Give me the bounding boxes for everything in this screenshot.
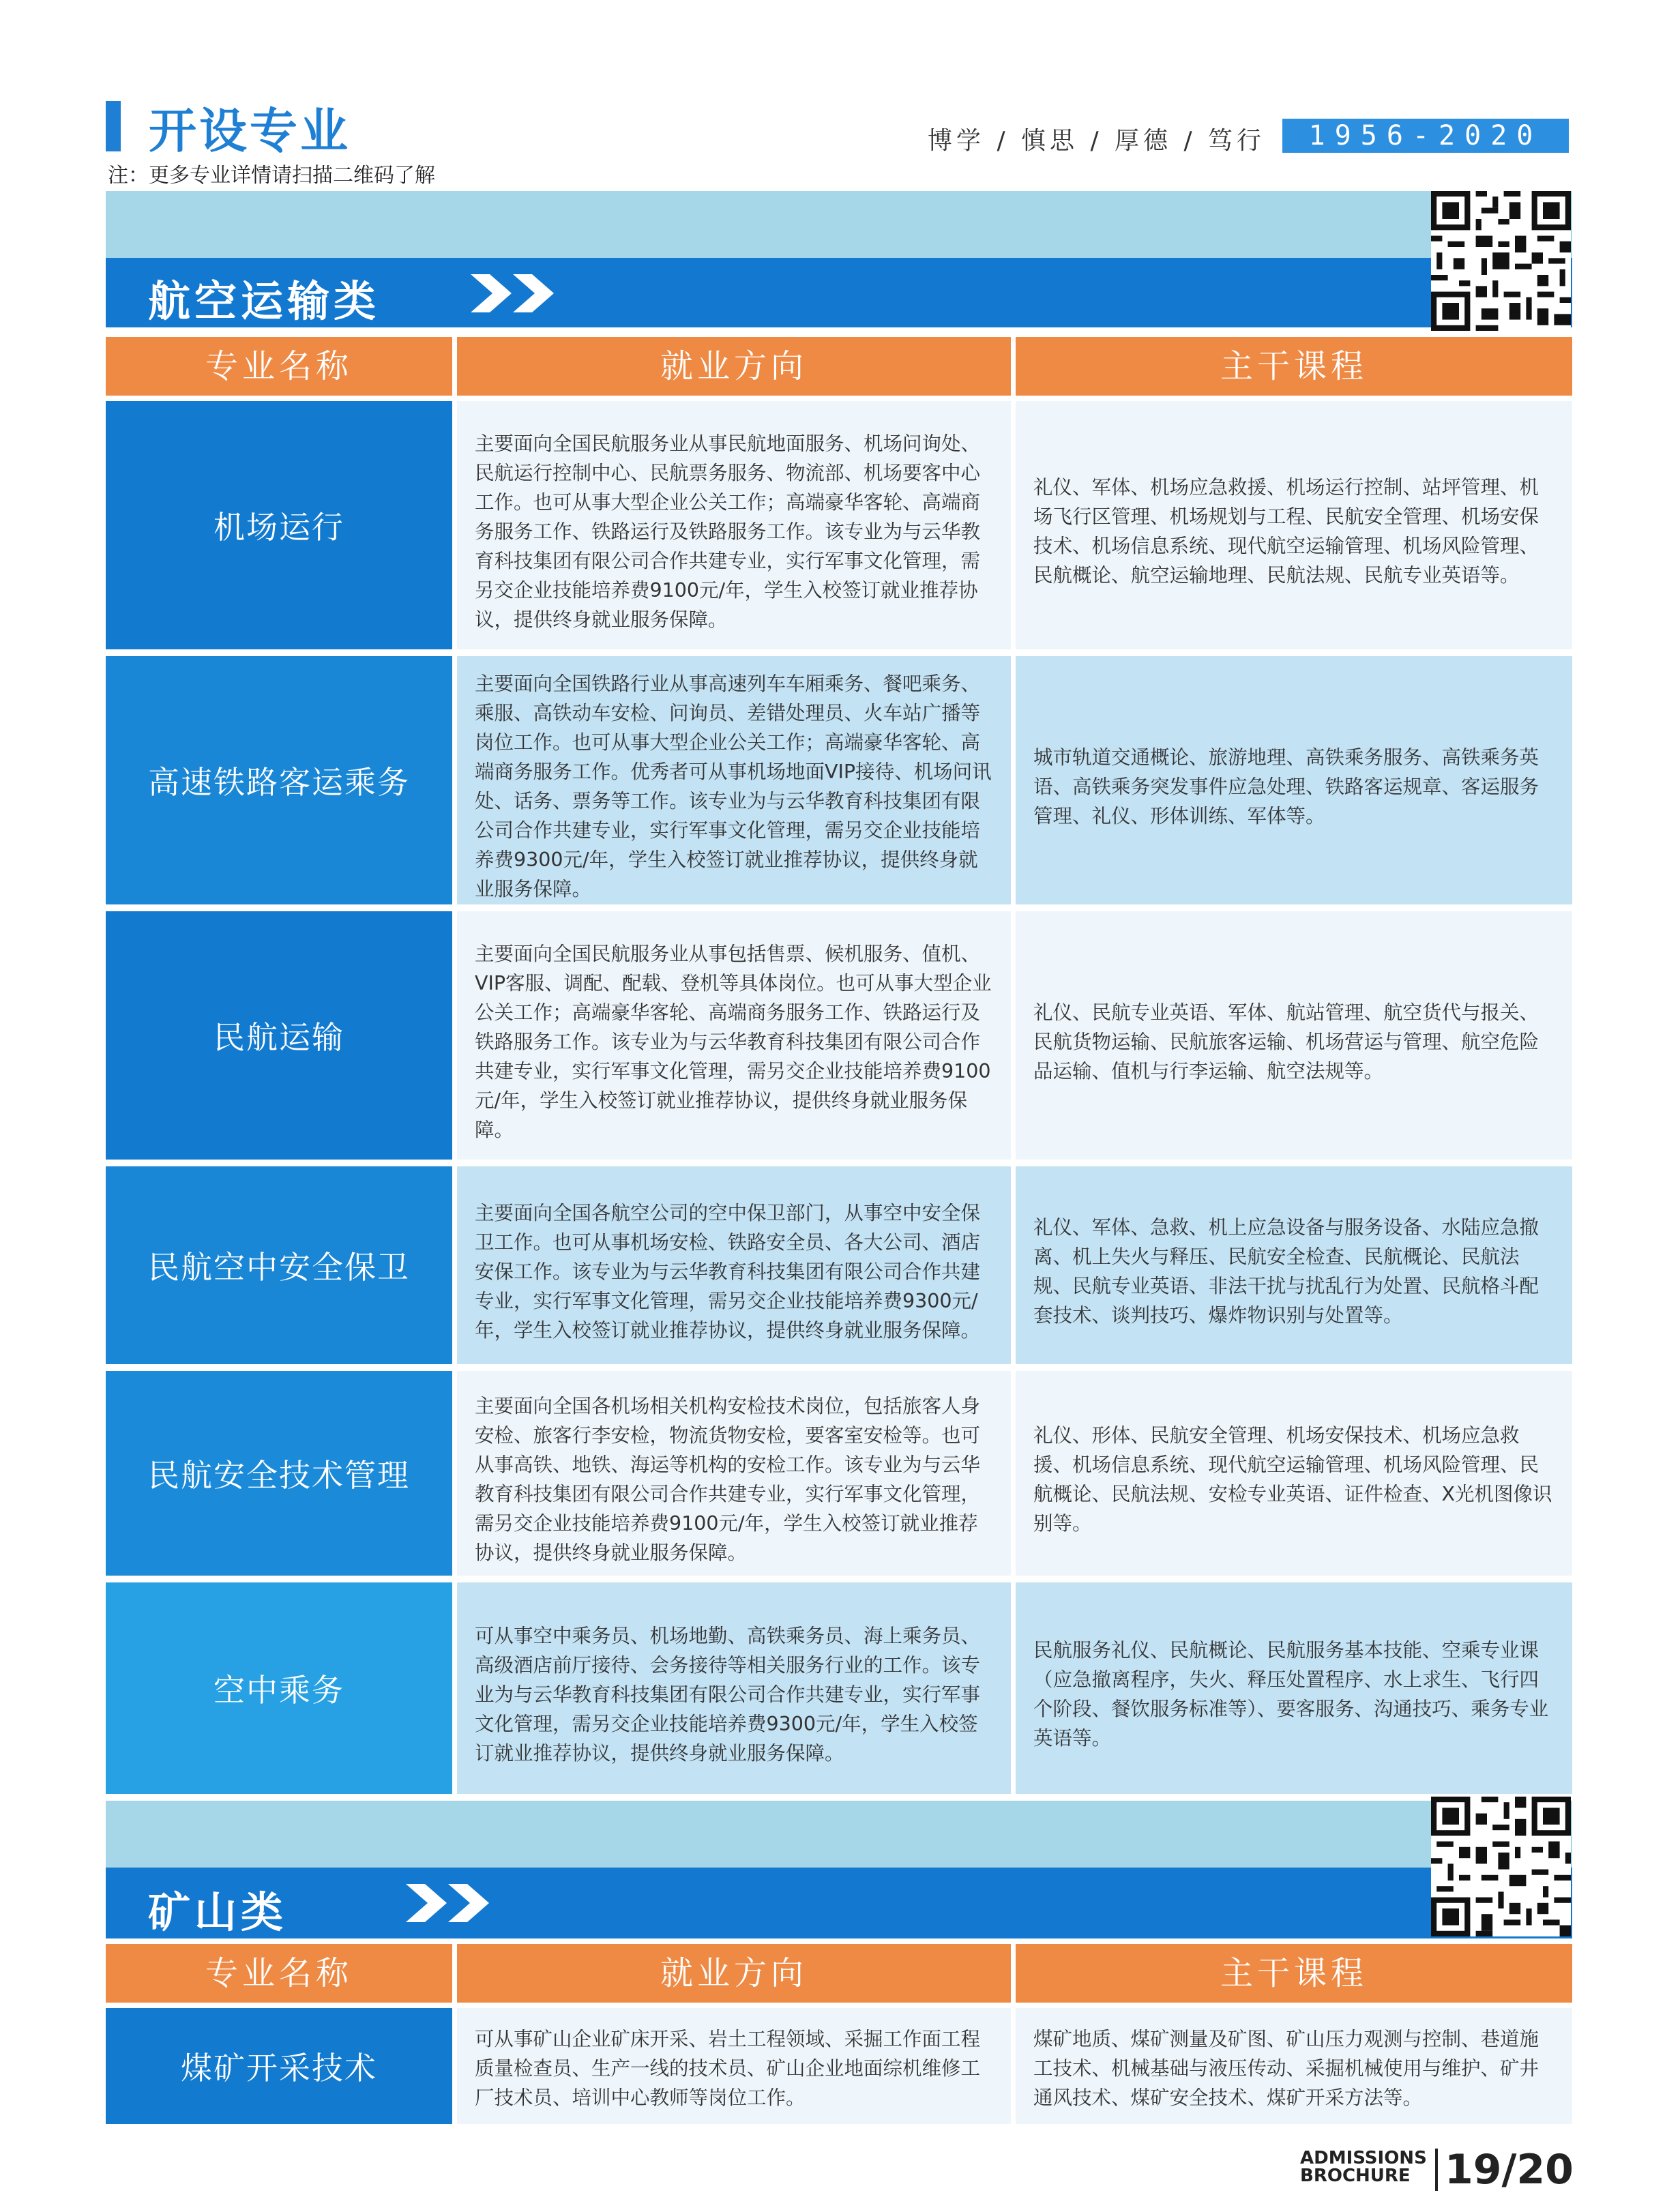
column-header-name: 专业名称: [106, 337, 452, 396]
section-title: 矿山类: [148, 1887, 288, 1937]
page-title: 开设专业: [149, 103, 351, 159]
section-title: 航空运输类: [148, 276, 381, 326]
major-employment: [457, 1166, 1011, 1364]
major-employment: [457, 1582, 1011, 1794]
section-band: [106, 258, 1572, 327]
courses-text: 礼仪、形体、民航安全管理、机场安保技术、机场应急救援、机场信息系统、现代航空运输管理、机场风险管理、民航概论、民航法规、安检专业英语、证件检查、X光机图像识别等。: [1033, 1424, 1552, 1535]
employment-text: 主要面向全国民航服务业从事民航地面服务、机场问询处、民航运行控制中心、民航票务服务、物流部、机场要客中心工作。也可从事大型企业公关工作；高端豪华客轮、高端商务服务工作、铁路运行及铁路服务工作。该专业为与云华教育科技集团有限公司合作共建专业，实行军事文化管理，需另交企业技能培养费9100元/年，学生入校签订就业推荐协议，提供终身就业服务保障。: [475, 432, 981, 631]
brochure-label: [1300, 2149, 1427, 2185]
major-courses: [1016, 1371, 1572, 1576]
major-employment: [457, 401, 1011, 649]
major-courses: [1016, 401, 1572, 649]
employment-text: 可从事空中乘务员、机场地勤、高铁乘务员、海上乘务员、高级酒店前厅接待、会务接待等相关服务行业的工作。该专业为与云华教育科技集团有限公司合作共建专业，实行军事文化管理，需另交企业技能培养费9300元/年，学生入校签订就业推荐协议，提供终身就业服务保障。: [475, 1624, 981, 1765]
school-motto: 博学 / 慎思 / 厚德 / 笃行: [928, 127, 1266, 155]
employment-text: 主要面向全国各机场相关机构安检技术岗位，包括旅客人身安检、旅客行李安检，物流货物安检，要客室安检等。也可从事高铁、地铁、海运等机构的安检工作。该专业为与云华教育科技集团有限公司合作共建专业，实行军事文化管理，需另交企业技能培养费9100元/年，学生入校签订就业推荐协议，提供终身就业服务保障。: [475, 1395, 981, 1564]
major-name: 民航安全技术管理: [106, 1371, 452, 1576]
brochure-label-top: ADMISSIONS: [1300, 2148, 1427, 2168]
column-header-name: 专业名称: [106, 1944, 452, 2003]
page-note: 注：更多专业详情请扫描二维码了解: [108, 164, 435, 188]
title-accent-bar: [106, 101, 121, 151]
column-header-employment: 就业方向: [457, 337, 1011, 396]
page-number: 19/20: [1445, 2146, 1574, 2194]
major-employment: [457, 656, 1011, 904]
section-band-light: [106, 1801, 1572, 1868]
courses-text: 礼仪、军体、急救、机上应急设备与服务设备、水陆应急撤离、机上失火与释压、民航安全检查、民航概论、民航法规、民航专业英语、非法干扰与扰乱行为处置、民航格斗配套技术、谈判技巧、爆炸物识别与处置等。: [1033, 1216, 1539, 1327]
double-chevron-icon: [406, 1884, 501, 1922]
qr-code-icon: [1431, 191, 1571, 331]
employment-text: 可从事矿山企业矿床开采、岩土工程领域、采掘工作面工程质量检查员、生产一线的技术员、矿山企业地面综机维修工厂技术员、培训中心教师等岗位工作。: [475, 2027, 981, 2109]
major-courses: [1016, 1582, 1572, 1794]
section-band: [106, 1868, 1572, 1938]
major-name: 民航空中安全保卫: [106, 1166, 452, 1364]
major-courses: [1016, 911, 1572, 1160]
courses-text: 煤矿地质、煤矿测量及矿图、矿山压力观测与控制、巷道施工技术、机械基础与液压传动、采掘机械使用与维护、矿井通风技术、煤矿安全技术、煤矿开采方法等。: [1033, 2027, 1539, 2109]
major-courses: [1016, 2008, 1572, 2124]
employment-text: 主要面向全国各航空公司的空中保卫部门，从事空中安全保卫工作。也可从事机场安检、铁路安全员、各大公司、酒店安保工作。该专业为与云华教育科技集团有限公司合作共建专业，实行军事文化管理，需另交企业技能培养费9300元/年，学生入校签订就业推荐协议，提供终身就业服务保障。: [475, 1201, 981, 1342]
column-header-courses: 主干课程: [1016, 1944, 1572, 2003]
major-courses: [1016, 1166, 1572, 1364]
major-employment: [457, 911, 1011, 1160]
brochure-label-bottom: BROCHURE: [1300, 2166, 1411, 2186]
double-chevron-icon: [471, 274, 566, 312]
major-courses: [1016, 656, 1572, 904]
major-employment: [457, 1371, 1011, 1576]
major-name: 煤矿开采技术: [106, 2008, 452, 2124]
column-header-courses: 主干课程: [1016, 337, 1572, 396]
major-name: 机场运行: [106, 401, 452, 649]
column-header-employment: 就业方向: [457, 1944, 1011, 2003]
major-name: 高速铁路客运乘务: [106, 656, 452, 904]
years-badge: 1956-2020: [1282, 119, 1569, 153]
courses-text: 礼仪、民航专业英语、军体、航站管理、航空货代与报关、民航货物运输、民航旅客运输、机场营运与管理、航空危险品运输、值机与行李运输、航空法规等。: [1033, 1001, 1539, 1082]
footer-divider: [1435, 2149, 1438, 2191]
major-name: 空中乘务: [106, 1582, 452, 1794]
courses-text: 民航服务礼仪、民航概论、民航服务基本技能、空乘专业课（应急撤离程序，失火、释压处置程序、水上求生、飞行四个阶段、餐饮服务标准等）、要客服务、沟通技巧、乘务专业英语等。: [1033, 1639, 1549, 1750]
courses-text: 礼仪、军体、机场应急救援、机场运行控制、站坪管理、机场飞行区管理、机场规划与工程、民航安全管理、机场安保技术、机场信息系统、现代航空运输管理、机场风险管理、民航概论、航空运输地理、民航法规、民航专业英语等。: [1033, 476, 1539, 587]
major-employment: [457, 2008, 1011, 2124]
section-band-light: [106, 191, 1572, 258]
qr-code-icon: [1431, 1797, 1571, 1936]
courses-text: 城市轨道交通概论、旅游地理、高铁乘务服务、高铁乘务英语、高铁乘务突发事件应急处理、铁路客运规章、客运服务管理、礼仪、形体训练、军体等。: [1033, 746, 1539, 827]
employment-text: 主要面向全国民航服务业从事包括售票、候机服务、值机、VIP客服、调配、配载、登机等具体岗位。也可从事大型企业公关工作；高端豪华客轮、高端商务服务工作、铁路运行及铁路服务工作。该专业为与云华教育科技集团有限公司合作共建专业，实行军事文化管理，需另交企业技能培养费9100元/年，学生入校签订就业推荐协议，提供终身就业服务保障。: [475, 942, 992, 1141]
major-name: 民航运输: [106, 911, 452, 1160]
employment-text: 主要面向全国铁路行业从事高速列车车厢乘务、餐吧乘务、乘服、高铁动车安检、问询员、差错处理员、火车站广播等岗位工作。也可从事大型企业公关工作；高端豪华客轮、高端商务服务工作。优秀者可从事机场地面VIP接待、机场问讯处、话务、票务等工作。该专业为与云华教育科技集团有限公司合作共建专业，实行军事文化管理，需另交企业技能培养费9300元/年，学生入校签订就业推荐协议，提供终身就业服务保障。: [475, 673, 992, 900]
